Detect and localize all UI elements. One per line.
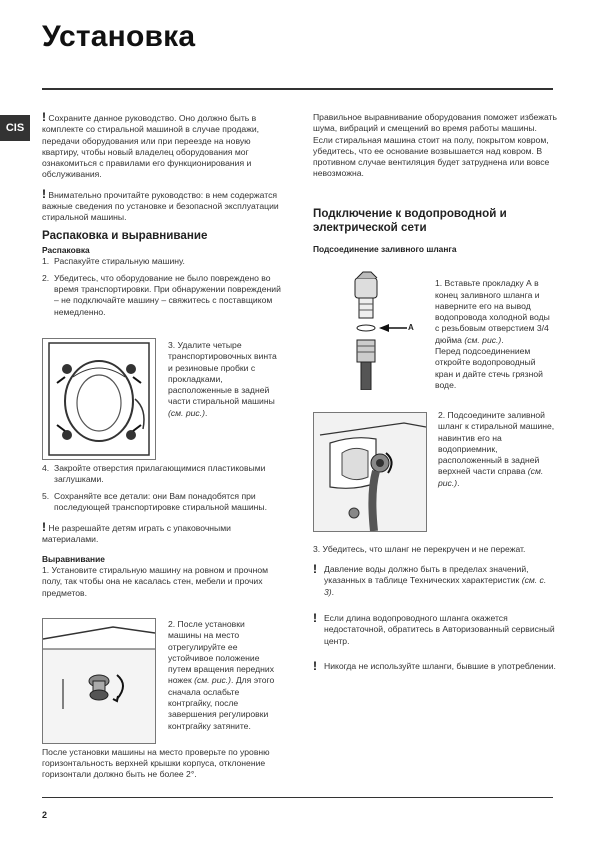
exclamation-icon: ! (313, 562, 317, 576)
section-title-unpack: Распаковка и выравнивание (42, 228, 208, 242)
figure-foot-adjustment (42, 618, 156, 744)
exclamation-icon: ! (313, 611, 317, 625)
step-3: 3. Удалите четыре транспортировочных винта и резиновые пробки с прокладками, расположенные в задней части стиральной машины (см. рис.). (168, 340, 277, 418)
warning-used-hoses: ! Никогда не используйте шланги, бывшие в употреблении. (313, 659, 556, 673)
subheading-hose: Подсоединение заливного шланга (313, 244, 457, 254)
figure-hose-machine (313, 412, 427, 532)
warning-hose-length: ! Если длина водопроводного шланга окажется недостаточной, обратитесь в Авторизованный сервисный центр. (313, 611, 555, 646)
hose-step-3: 3. Убедитесь, что шланг не перекручен и не пережат. (313, 544, 526, 554)
exclamation-icon: ! (42, 110, 46, 124)
foot-adjustment-illustration (43, 619, 155, 743)
page-number: 2 (42, 810, 48, 820)
warning-pressure: ! Давление воды должно быть в пределах значений, указанных в таблице Технических характеристик (см. с. 3). (313, 562, 547, 597)
exclamation-icon: ! (42, 186, 46, 201)
warning-keep-manual: ! Сохраните данное руководство. Оно должно быть в комплекте со стиральной машиной в случае продажи, передачи оборудования или при переезде на новую квартиру, чтобы новый владелец оборудования мог ознакомиться с правилами его функционирования и обслуживания. (42, 110, 260, 180)
step-1: 1. Распакуйте стиральную машину. (42, 256, 185, 267)
language-tab: CIS (0, 115, 30, 141)
left-column-lower (42, 463, 282, 599)
figure-label-a: A (408, 323, 414, 332)
hose-step-1: 1. Вставьте прокладку А в конец заливного шланга и наверните его на вывод водопровода холодной воды с резьбовым отверстием 3/4 дюйма (см. рис.). Перед подсоединением откройте водопроводный кран и дайте стечь грязной воде. (435, 278, 550, 390)
warning-read-manual: ! Внимательно прочитайте руководство: в нем содержатся важные сведения по установке и безопасной эксплуатации стиральной машины. (42, 186, 279, 223)
hose-step-2: 2. Подсоедините заливной шланг к стиральной машине, навинтив его на водоприемник, расположенный в задней верхней части справа (см. рис.). (438, 410, 555, 488)
machine-back-illustration (43, 339, 155, 459)
level-step-2: 2. После установки машины на место отрегулируйте ее устойчивое положение путем вращения передних ножек (см. рис.). Для этого сначала ослабьте контргайку, после завершения регулировки контргайку затяните. (168, 619, 275, 731)
header-rule (42, 88, 553, 90)
step-5: 5. Сохраняйте все детали: они Вам понадобятся при последующей транспортировке стиральной машины. (42, 490, 267, 512)
section-title-connect: Подключение к водопроводной и электрической сети (313, 207, 507, 234)
figure-machine-back (42, 338, 156, 460)
level-note: После установки машины на место проверьте по уровню горизонтальность верхней крышки корпуса, отклонение горизонтали должно быть не более 2°. (42, 747, 270, 779)
subheading-level: Выравнивание (42, 553, 105, 564)
step-2: 2. Убедитесь, что оборудование не было повреждено во время транспортировки. При обнаружении повреждений – не подключайте машину – свяжитесь с поставщиком немедленно. (42, 272, 281, 317)
step-4: 4. Закройте отверстия прилагающимися пластиковыми заглушками. (42, 463, 266, 485)
left-column (42, 112, 282, 318)
exclamation-icon: ! (313, 659, 317, 673)
level-step-1: 1. Установите стиральную машину на ровном и прочном полу, так чтобы она не касалась стен, мебели и прочих предметов. (42, 565, 269, 598)
footer-rule (42, 797, 553, 798)
warning-children: ! Не разрешайте детям играть с упаковочными материалами. (42, 520, 231, 545)
hose-machine-illustration (314, 413, 426, 531)
subheading-unpack: Распаковка (42, 245, 90, 256)
exclamation-icon: ! (42, 520, 46, 535)
page-title: Установка (42, 20, 196, 53)
intro-paragraph: Правильное выравнивание оборудования поможет избежать шума, вибраций и смещений во время работы машины. Если стиральная машина стоит на полу, покрытом ковром, убедитесь, что ее основание возвышается над ковром. В противном случае вентиляция будет затруднена или вовсе невозможна. (313, 112, 557, 179)
